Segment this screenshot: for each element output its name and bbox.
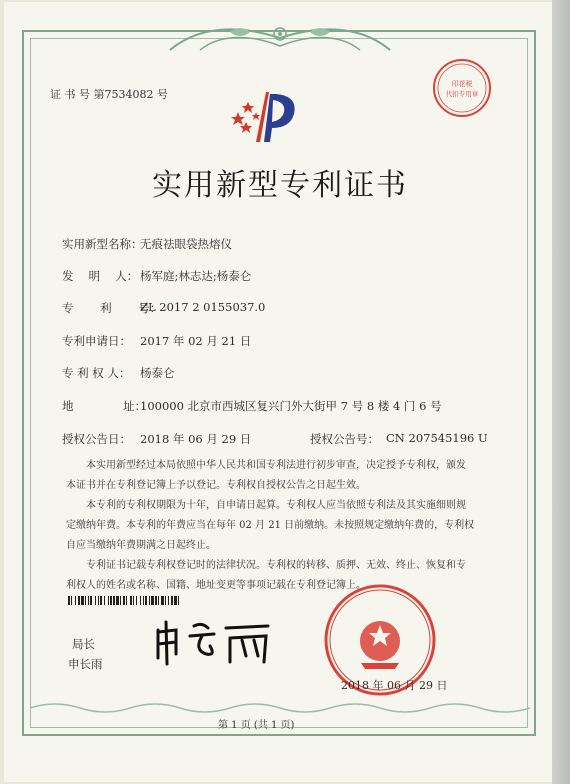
stamp-top-line2: 代扣专用章	[445, 90, 479, 98]
patentee-value: 杨泰仑	[140, 366, 175, 380]
address-label: 地 址：	[62, 399, 147, 413]
filing-date-label: 专利申请日：	[62, 334, 131, 348]
scan-edge	[552, 0, 570, 784]
announce-number-value: CN 207545196 U	[386, 431, 488, 445]
filing-date-value: 2017 年 02 月 21 日	[140, 334, 252, 348]
signer-name: 申长雨	[68, 657, 103, 671]
tax-stamp-icon	[432, 50, 492, 126]
utility-model-value: 无痕祛眼袋热熔仪	[140, 237, 232, 251]
signer-title: 局长	[72, 637, 95, 651]
inventor-label: 发 明 人：	[62, 269, 139, 283]
certificate-number: 证 书 号 第7534082 号	[50, 88, 168, 101]
stamp-top-line1: 印花税	[451, 80, 473, 88]
notice-paragraph-line: 利权人的姓名或名称、国籍、地址变更等事项记载在专利登记簿上。	[66, 580, 366, 591]
handwritten-signature-icon	[150, 618, 280, 668]
seal-date: 2018 年 06 月 29 日	[341, 679, 448, 692]
announce-number-label: 授权公告号：	[310, 432, 379, 446]
patent-number-label: 专 利 号：	[62, 301, 162, 315]
patent-number-value: ZL 2017 2 0155037.0	[140, 300, 266, 314]
address-value: 100000 北京市西城区复兴门外大街甲 7 号 8 楼 4 门 6 号	[140, 399, 442, 413]
patent-office-logo-icon	[226, 82, 306, 152]
barcode	[68, 596, 250, 605]
announce-date-value: 2018 年 06 月 29 日	[140, 432, 252, 446]
patentee-label: 专 利 权 人：	[62, 366, 131, 380]
notice-paragraph-line: 本专利的专利权期限为十年，自申请日起算。专利权人应当依照专利法及其实施细则规	[86, 500, 466, 511]
notice-paragraph-line: 本证书并在专利登记簿上予以登记。专利权自授权公告之日起生效。	[66, 480, 366, 491]
page-footer: 第 1 页 (共 1 页)	[218, 720, 295, 731]
page-title: 实用新型专利证书	[152, 168, 408, 203]
announce-date-label: 授权公告日：	[62, 432, 131, 446]
notice-paragraph-line: 自应当缴纳年费期满之日起终止。	[66, 540, 216, 551]
inventor-value: 杨军庭;林志达;杨泰仑	[140, 269, 252, 283]
notice-paragraph-line: 本实用新型经过本局依照中华人民共和国专利法进行初步审查，决定授予专利权，颁发	[86, 460, 466, 471]
utility-model-label: 实用新型名称：	[62, 237, 143, 251]
bottom-ornament-icon	[30, 700, 530, 716]
top-ornament-icon	[160, 20, 400, 56]
notice-paragraph-line: 专利证书记载专利权登记时的法律状况。专利权的转移、质押、无效、终止、恢复和专	[86, 560, 466, 571]
notice-paragraph-line: 定缴纳年费。本专利的年费应当在每年 02 月 21 日前缴纳。未按照规定缴纳年费的，专利权	[66, 520, 475, 531]
